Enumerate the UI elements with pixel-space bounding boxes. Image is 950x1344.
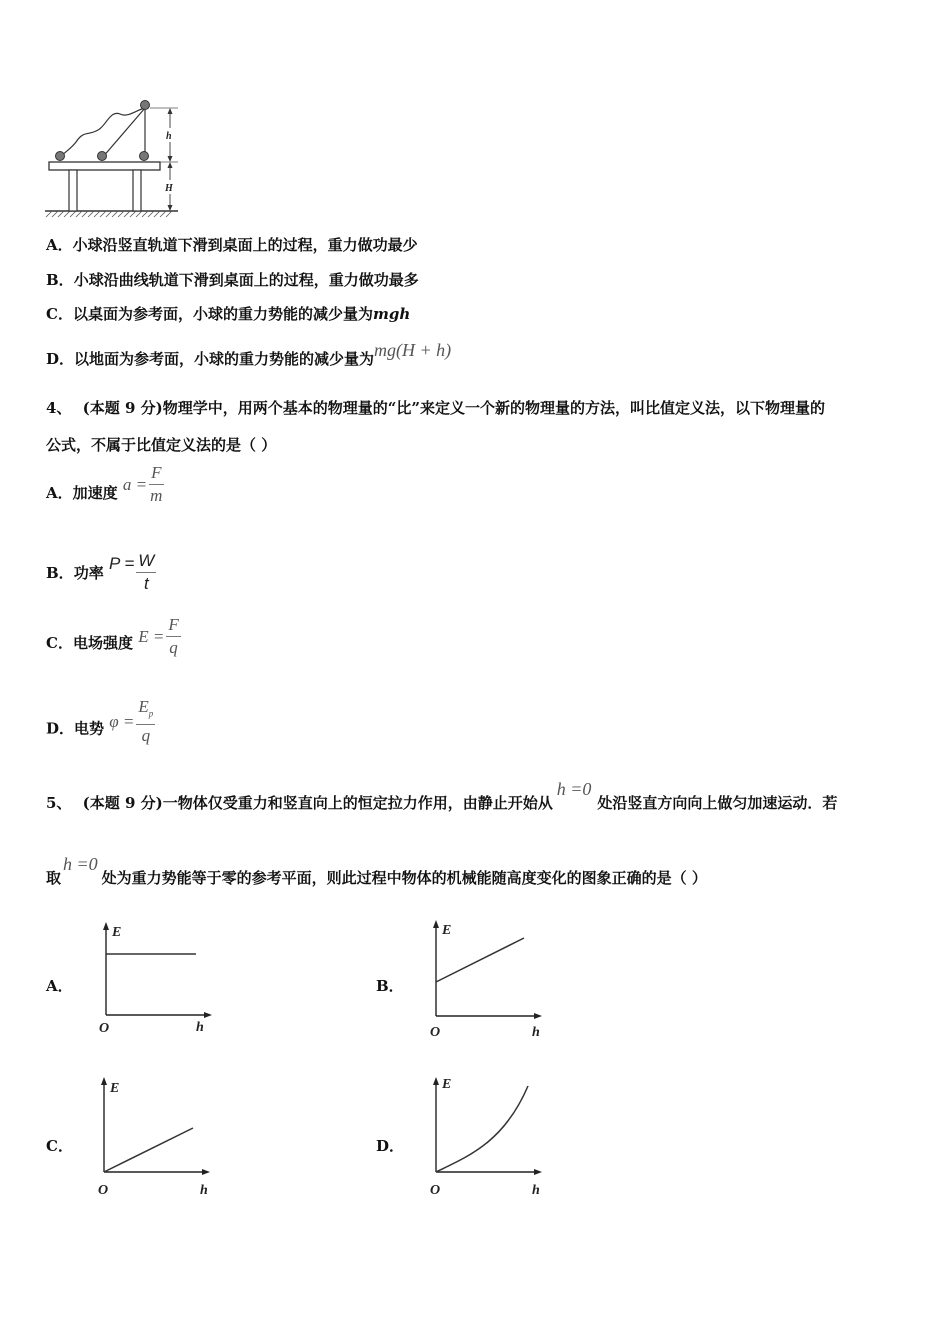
ball-right [140, 152, 149, 161]
y-axis-arrow [433, 1077, 439, 1085]
question-header: (本题 9 分) [82, 399, 163, 417]
option-label: C． [46, 634, 73, 652]
q3-option-c[interactable] [46, 304, 410, 324]
y-axis-arrow [103, 922, 109, 930]
table-top [49, 162, 160, 170]
formula-numerator: W [136, 550, 156, 573]
incline-track-figure [40, 96, 200, 220]
energy-line [436, 938, 524, 982]
origin-label: O [430, 1183, 441, 1198]
option-label: B． [46, 564, 74, 582]
q5-stem-line2 [46, 854, 707, 888]
formula-acceleration [123, 460, 164, 507]
q5-stem-line1 [46, 779, 838, 813]
q3-option-d[interactable] [46, 340, 452, 369]
formula-denominator: q [169, 638, 178, 658]
option-text: 以地面为参考面，小球的重力势能的减少量为 [74, 350, 375, 368]
label-h: h [166, 131, 172, 142]
option-math: mg(H + h) [374, 340, 452, 360]
q4-option-d[interactable] [46, 697, 155, 755]
axis-label-h: h [200, 1183, 208, 1198]
option-label: A． [46, 236, 73, 254]
option-label: C． [46, 305, 73, 323]
question-text: 取 [46, 869, 62, 887]
formula-denominator: t [143, 573, 149, 593]
option-text: 以桌面为参考面，小球的重力势能的减少量为 [72, 305, 373, 323]
q5-option-c-label[interactable]: C． [46, 1137, 73, 1155]
x-axis-arrow [534, 1169, 542, 1175]
formula-electric-field [138, 612, 181, 659]
y-axis-arrow [433, 920, 439, 928]
formula-lhs: P = [108, 554, 135, 574]
curved-track [60, 108, 145, 158]
option-label: D． [46, 719, 75, 738]
formula-numerator: F [166, 614, 180, 637]
q3-option-a[interactable] [46, 235, 418, 255]
q4-option-c[interactable] [46, 615, 181, 668]
label-H: H [165, 183, 173, 194]
ball-left [56, 152, 65, 161]
formula-denominator: q [141, 726, 151, 746]
question-text: 一物体仅受重力和竖直向上的恒定拉力作用，由静止开始从 [162, 794, 553, 812]
question-text: 物理学中，用两个基本的物理量的“比”来定义一个新的物理量的方法，叫比值定义法，以下物理量的 [162, 399, 826, 417]
x-axis-arrow [204, 1012, 212, 1018]
question-number: 4、 [46, 399, 72, 417]
inline-math: h =0 [556, 779, 592, 799]
option-text: 加速度 [72, 484, 118, 502]
table-leg-left [69, 170, 77, 211]
formula-denominator: m [150, 486, 163, 506]
formula-lhs: φ = [109, 711, 135, 731]
question-number: 5、 [46, 794, 72, 812]
q4-stem-line2 [46, 435, 276, 455]
formula-power [109, 549, 156, 596]
inline-math: h =0 [63, 854, 98, 874]
q4-option-a[interactable] [46, 463, 164, 518]
q5-option-a-label[interactable]: A． [46, 977, 73, 995]
origin-label: O [98, 1183, 109, 1198]
axis-label-e: E [442, 923, 452, 938]
axis-label-e: E [110, 1081, 120, 1096]
axis-label-h: h [532, 1183, 540, 1198]
x-axis-arrow [202, 1169, 210, 1175]
q4-option-b[interactable] [46, 550, 156, 597]
ground-hatch [46, 211, 172, 217]
option-text: 功率 [73, 564, 104, 582]
formula-numerator: F [149, 462, 163, 485]
question-text: 处沿竖直方向向上做匀加速运动．若 [597, 794, 838, 812]
option-text: 电势 [74, 719, 105, 738]
axis-label-e: E [112, 925, 122, 940]
ball-top [141, 101, 150, 110]
energy-line [104, 1128, 193, 1172]
question-text: 公式，不属于比值定义法的是（ ） [46, 436, 277, 454]
y-axis-arrow [101, 1077, 107, 1085]
ball-middle [98, 152, 107, 161]
formula-lhs: a = [122, 474, 148, 494]
question-header: (本题 9 分) [82, 794, 163, 812]
axis-label-h: h [196, 1020, 204, 1035]
graph-d[interactable] [424, 1072, 548, 1200]
question-text: 处为重力势能等于零的参考平面，则此过程中物体的机械能随高度变化的图象正确的是（ ） [101, 869, 707, 887]
option-text: 小球沿曲线轨道下滑到桌面上的过程，重力做功最多 [73, 271, 419, 289]
option-math: mgh [372, 305, 411, 323]
formula-potential [109, 696, 155, 747]
graph-b[interactable] [424, 916, 548, 1040]
q3-option-b[interactable] [46, 270, 419, 290]
option-text: 电场强度 [72, 634, 133, 652]
q5-option-d-label[interactable]: D． [376, 1137, 405, 1155]
table-leg-right [133, 170, 141, 211]
origin-label: O [99, 1021, 110, 1036]
formula-numerator: E [138, 697, 149, 716]
option-label: A． [46, 484, 73, 502]
graph-c[interactable] [92, 1072, 216, 1200]
q5-option-b-label[interactable]: B． [376, 977, 404, 995]
origin-label: O [430, 1025, 441, 1040]
formula-numerator-subscript: p [148, 708, 154, 719]
formula-lhs: E = [138, 626, 165, 646]
graph-a[interactable] [94, 918, 218, 1042]
energy-curve [436, 1086, 528, 1172]
axis-label-e: E [442, 1077, 452, 1092]
q4-stem-line1 [46, 398, 825, 418]
option-text: 小球沿竖直轨道下滑到桌面上的过程，重力做功最少 [72, 236, 418, 254]
option-label: D． [46, 350, 75, 368]
x-axis-arrow [534, 1013, 542, 1019]
axis-label-h: h [532, 1025, 540, 1040]
option-label: B． [46, 271, 74, 289]
